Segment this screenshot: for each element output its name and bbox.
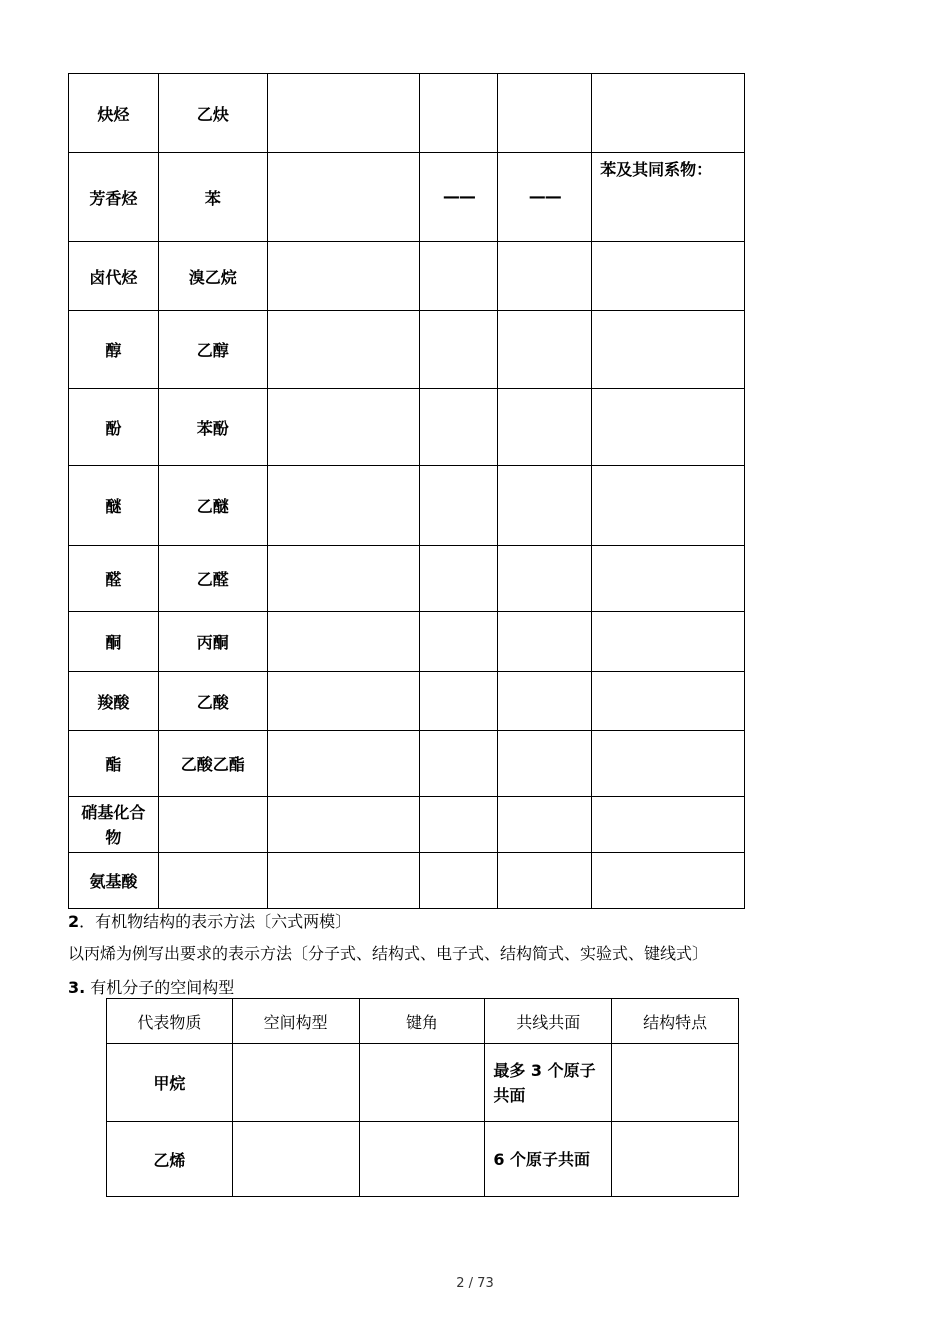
blank-cell: [267, 389, 420, 466]
blank-cell: [498, 389, 592, 466]
section-2-description: 以丙烯为例写出要求的表示方法〔分子式、结构式、电子式、结构简式、实验式、键线式〕: [68, 944, 709, 963]
example-cell: 乙炔: [158, 74, 267, 153]
blank-cell: [267, 853, 420, 909]
table-row: [69, 797, 745, 853]
atom-count: 6: [493, 1149, 505, 1169]
blank-cell: [592, 853, 745, 909]
example-cell: 乙醇: [158, 311, 267, 389]
blank-cell: [612, 1122, 739, 1197]
blank-cell: [267, 466, 420, 546]
table-row: [107, 1122, 739, 1197]
compound-type-cell: [69, 797, 159, 853]
blank-cell: [420, 731, 498, 797]
table-row: [69, 311, 745, 389]
compound-type-cell: 芳香烃: [69, 153, 159, 242]
type-line-2: 物: [105, 827, 122, 847]
blank-cell: [420, 672, 498, 731]
blank-cell: [498, 546, 592, 612]
blank-cell: [592, 612, 745, 672]
header-row: [107, 999, 739, 1044]
blank-cell: [232, 1044, 359, 1122]
table-row: [69, 242, 745, 311]
table-row: [69, 546, 745, 612]
blank-cell: [420, 311, 498, 389]
header-cell: 空间构型: [232, 999, 359, 1044]
table-row: [69, 74, 745, 153]
blank-cell: [267, 311, 420, 389]
example-cell: 乙醚: [158, 466, 267, 546]
blank-cell: [359, 1122, 485, 1197]
dash-cell: ——: [420, 153, 498, 242]
blank-cell: [420, 853, 498, 909]
example-cell: 苯: [158, 153, 267, 242]
blank-cell: [267, 242, 420, 311]
section-3-heading: [68, 975, 234, 998]
blank-cell: [267, 74, 420, 153]
example-cell: [158, 853, 267, 909]
table-row: [69, 466, 745, 546]
blank-cell: [498, 853, 592, 909]
blank-cell: [267, 612, 420, 672]
section-2-heading: [68, 909, 351, 932]
blank-cell: [267, 797, 420, 853]
section-3-number: 3.: [68, 978, 86, 997]
coplanar-suffix: 个原子共面: [504, 1149, 591, 1169]
blank-cell: [267, 153, 420, 242]
type-line-1: 硝基化合: [81, 802, 146, 822]
header-cell: 共线共面: [485, 999, 612, 1044]
coplanar-prefix: 最多: [493, 1060, 531, 1080]
blank-cell: [420, 612, 498, 672]
example-cell: 乙酸: [158, 672, 267, 731]
blank-cell: [420, 466, 498, 546]
blank-cell: [420, 546, 498, 612]
blank-cell: [420, 389, 498, 466]
blank-cell: [359, 1044, 485, 1122]
blank-cell: [592, 242, 745, 311]
blank-cell: [267, 731, 420, 797]
compound-type-cell: 醚: [69, 466, 159, 546]
blank-cell: [267, 672, 420, 731]
blank-cell: [420, 74, 498, 153]
blank-cell: [498, 797, 592, 853]
compound-type-cell: 醇: [69, 311, 159, 389]
compound-type-cell: 氨基酸: [69, 853, 159, 909]
blank-cell: [592, 672, 745, 731]
blank-cell: [498, 672, 592, 731]
blank-cell: [267, 546, 420, 612]
table-row: [69, 153, 745, 242]
coplanar-line-2: 共面: [493, 1085, 526, 1105]
blank-cell: [592, 466, 745, 546]
blank-cell: [420, 242, 498, 311]
organic-compound-table: [68, 73, 745, 909]
example-cell: 苯酚: [158, 389, 267, 466]
blank-cell: [592, 311, 745, 389]
section-2-number: 2: [68, 912, 80, 931]
blank-cell: [592, 74, 745, 153]
header-cell: 代表物质: [107, 999, 233, 1044]
blank-cell: [232, 1122, 359, 1197]
table-row: [69, 612, 745, 672]
compound-type-cell: 酮: [69, 612, 159, 672]
atom-count: 3: [530, 1060, 543, 1080]
benzene-homolog-note: 苯及其同系物：: [592, 153, 745, 242]
molecular-geometry-table: [106, 998, 739, 1197]
blank-cell: [420, 797, 498, 853]
example-cell: 溴乙烷: [158, 242, 267, 311]
table-row: [107, 1044, 739, 1122]
compound-type-cell: 炔烃: [69, 74, 159, 153]
substance-cell: 甲烷: [107, 1044, 233, 1122]
blank-cell: [498, 466, 592, 546]
blank-cell: [498, 74, 592, 153]
table-row: [69, 389, 745, 466]
page-number: 2 / 73: [456, 1276, 494, 1291]
compound-type-cell: 醛: [69, 546, 159, 612]
blank-cell: [592, 797, 745, 853]
compound-type-cell: 酯: [69, 731, 159, 797]
table-row: [69, 853, 745, 909]
coplanar-cell: [485, 1044, 612, 1122]
dash-cell: ——: [498, 153, 592, 242]
example-cell: [158, 797, 267, 853]
blank-cell: [592, 731, 745, 797]
header-cell: 结构特点: [612, 999, 739, 1044]
header-cell: 键角: [359, 999, 485, 1044]
substance-cell: 乙烯: [107, 1122, 233, 1197]
example-cell: 乙醛: [158, 546, 267, 612]
table-row: [69, 731, 745, 797]
section-2-title: ．有机物结构的表示方法〔六式两模〕: [79, 912, 352, 931]
blank-cell: [498, 242, 592, 311]
blank-cell: [498, 612, 592, 672]
blank-cell: [612, 1044, 739, 1122]
compound-type-cell: 卤代烃: [69, 242, 159, 311]
coplanar-cell: [485, 1122, 612, 1197]
table-row: [69, 672, 745, 731]
blank-cell: [498, 311, 592, 389]
example-cell: 丙酮: [158, 612, 267, 672]
section-3-title: 有机分子的空间构型: [85, 978, 235, 997]
blank-cell: [498, 731, 592, 797]
blank-cell: [592, 389, 745, 466]
blank-cell: [592, 546, 745, 612]
compound-type-cell: 羧酸: [69, 672, 159, 731]
coplanar-suffix: 个原子: [542, 1060, 596, 1080]
compound-type-cell: 酚: [69, 389, 159, 466]
example-cell: 乙酸乙酯: [158, 731, 267, 797]
